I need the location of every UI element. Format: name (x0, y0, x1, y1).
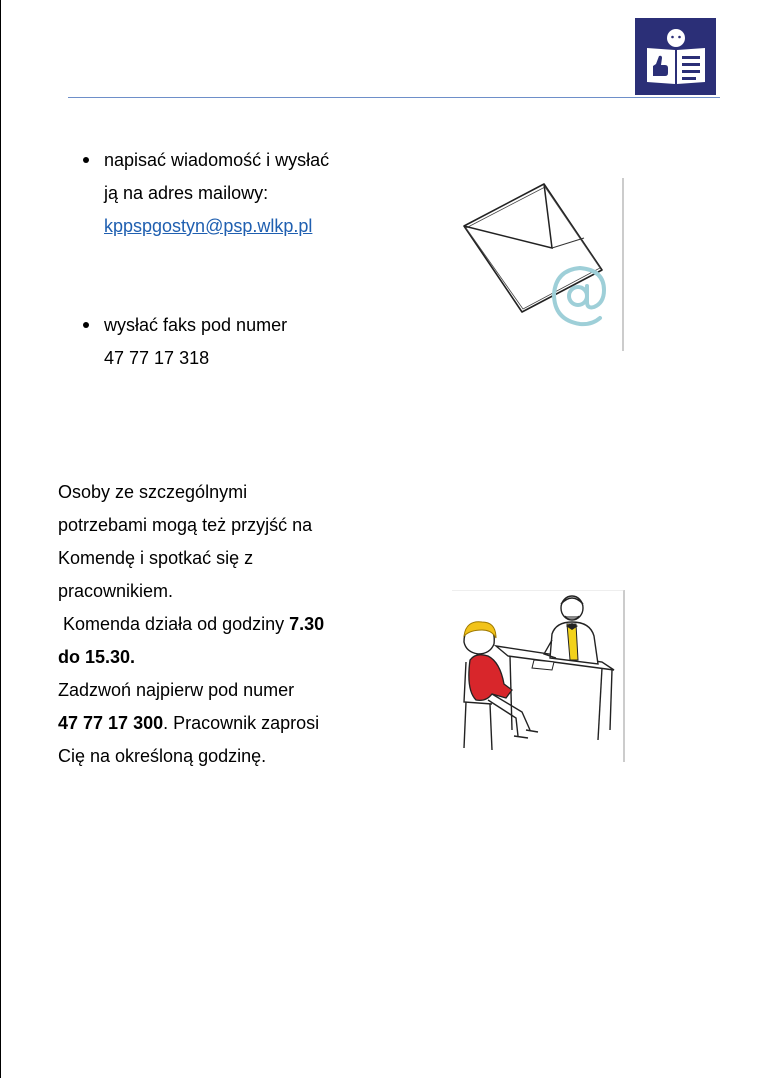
hours-prefix: Komenda działa od godziny (58, 614, 290, 634)
email-text-line2: ją na adres mailowy: (104, 183, 269, 203)
header-divider (68, 97, 720, 98)
visit-info-paragraph (58, 476, 388, 773)
email-item (80, 144, 440, 243)
phone-number: 47 77 17 300 (58, 713, 164, 733)
invite-text-1: . Pracownik zaprosi (163, 713, 320, 733)
contact-methods-list (80, 144, 440, 375)
email-link[interactable]: kppspgostyn@psp.wlkp.pl (104, 216, 313, 236)
hours-from: 7.30 (289, 614, 325, 634)
fax-text: wysłać faks pod numer (104, 315, 288, 335)
visit-line-1: Osoby ze szczególnymi (58, 482, 248, 502)
visit-line-3: Komendę i spotkać się z (58, 548, 254, 568)
call-text: Zadzwoń najpierw pod numer (58, 680, 295, 700)
visit-line-2: potrzebami mogą też przyjść na (58, 515, 313, 535)
fax-number: 47 77 17 318 (104, 348, 210, 368)
visit-line-4: pracownikiem. (58, 581, 174, 601)
hours-to: do 15.30. (58, 647, 136, 667)
envelope-at-icon (452, 178, 624, 351)
invite-text-2: Cię na określoną godzinę. (58, 746, 267, 766)
email-text-line1: napisać wiadomość i wysłać (104, 150, 330, 170)
easy-to-read-icon (635, 18, 716, 95)
meeting-illustration (452, 590, 626, 762)
fax-item (80, 309, 440, 375)
page-left-edge (0, 0, 1, 1078)
